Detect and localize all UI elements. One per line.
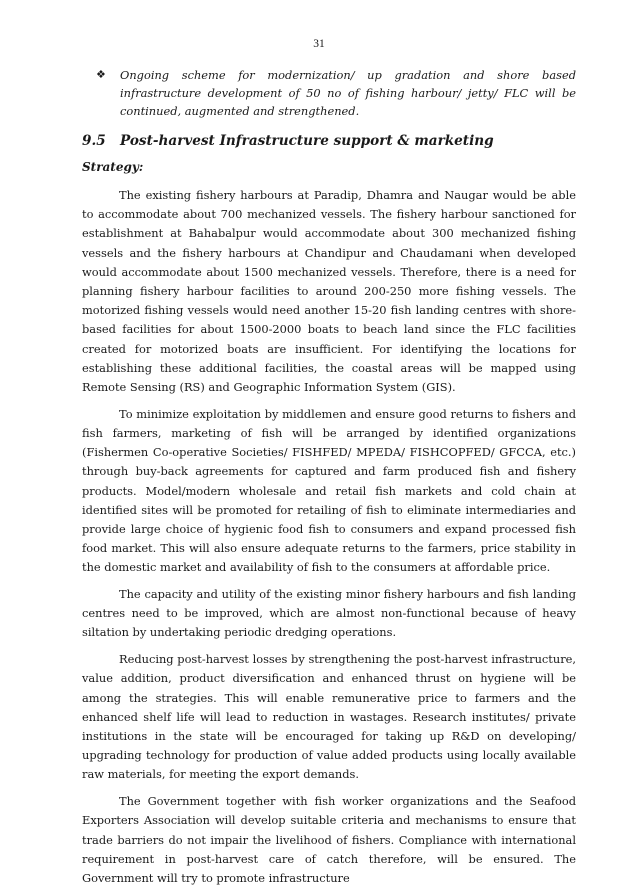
strategy-subheading: Strategy: xyxy=(82,160,144,174)
section-heading xyxy=(82,131,576,151)
page-content xyxy=(82,66,576,896)
section-title: Post-harvest Infrastructure support & marketing xyxy=(120,133,494,149)
paragraph-marketing: To minimize exploitation by middlemen and ensure good returns to fishers and fish farmers, marketing of fish will be arranged by identified organizations (Fishermen Co-operative Societies/ FISHFED/ MPEDA/ FISHCOPFED/ GFCCA, etc.) through buy-back agreements for captured and farm produced fish and fishery products. Model/modern wholesale and retail fish markets and cold chain at identified sites will be promoted for retailing of fish to eliminate intermediaries and provide large choice of hygienic food fish to consumers and expand processed fish food market. This will also ensure adequate returns to the farmers, price stability in the domestic market and availability of fish to the consumers at affordable price. xyxy=(82,406,576,575)
paragraph-harbours: The existing fishery harbours at Paradip, Dhamra and Naugar would be able to accommodate about 700 mechanized vessels. The fishery harbour sanctioned for establishment at Bahabalpur would accommodate about 300 mechanized fishing vessels and the fishery harbours at Chandipur and Chaudamani when developed would accommodate about 1500 mechanized vessels. Therefore, there is a need for planning fishery harbour facilities to around 200-250 more fishing vessels. The motorized fishing vessels would need another 15-20 fish landing centres with shore-based facilities for about 1500-2000 boats to beach land since the FLC facilities created for motorized boats are insufficient. For identifying the locations for establishing these additional facilities, the coastal areas will be mapped using Remote Sensing (RS) and Geographic Information System (GIS). xyxy=(82,188,576,395)
bullet-text: Ongoing scheme for modernization/ up gradation and shore based infrastructure development of 50 no of fishing harbour/ jetty/ FLC will be continued, augmented and strengthened. xyxy=(120,68,576,118)
paragraph-post-harvest-losses: Reducing post-harvest losses by strengthening the post-harvest infrastructure, value addition, product diversification and enhanced thrust on hygiene will be among the strategies. This will enable remunerative price to farmers and the enhanced shelf life will lead to reduction in wastages. Research institutes/ private institutions in the state will be encouraged for taking up R&D on developing/ upgrading technology for production of value added products using locally available raw materials, for meeting the export demands. xyxy=(82,652,576,782)
paragraph-dredging: The capacity and utility of the existing minor fishery harbours and fish landing centres need to be improved, which are almost non-functional because of heavy siltation by undertaking periodic dredging operations. xyxy=(82,587,576,640)
diamond-bullet-icon: ❖ xyxy=(96,68,106,81)
paragraph-trade-barriers: The Government together with fish worker organizations and the Seafood Exporters Association will develop suitable criteria and mechanisms to ensure that trade barriers do not impair the livelihood of fishers. Compliance with international requirement in post-harvest care of catch therefore, will be ensured. The Government will try to promote infrastructure xyxy=(82,794,576,885)
bullet-item xyxy=(82,66,576,120)
page-number: 31 xyxy=(313,38,325,50)
section-number: 9.5 xyxy=(82,133,106,149)
